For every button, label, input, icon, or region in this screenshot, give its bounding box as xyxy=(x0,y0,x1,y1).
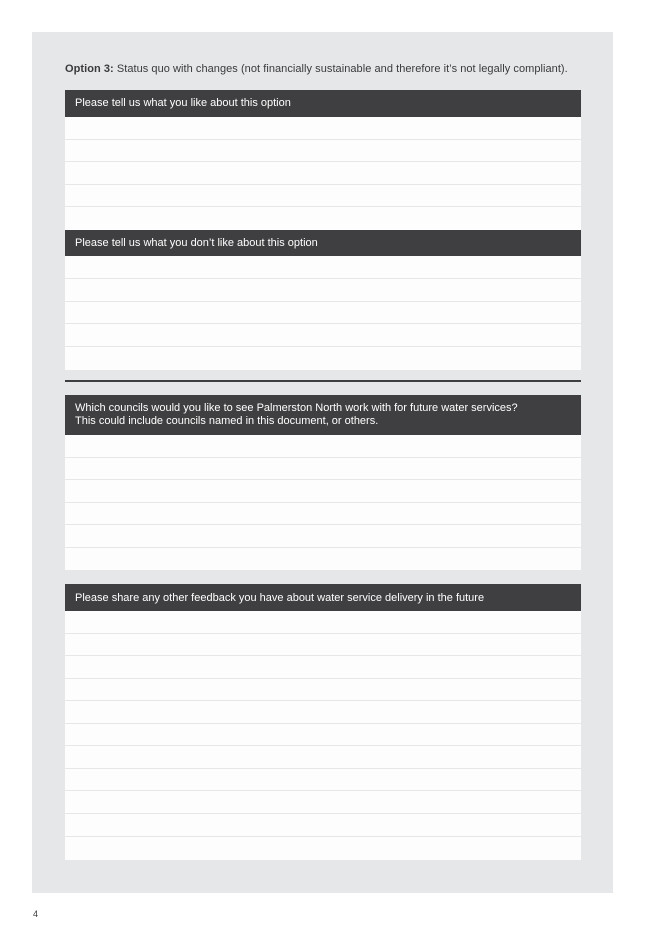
answer-box-dislikes[interactable] xyxy=(65,256,581,370)
answer-line[interactable] xyxy=(65,791,581,814)
answer-line[interactable] xyxy=(65,701,581,724)
section-header-line-1: Which councils would you like to see Palmerston North work with for future water services? xyxy=(75,402,518,414)
section-header-line-2: This could include councils named in this document, or others. xyxy=(75,415,379,427)
answer-line[interactable] xyxy=(65,837,581,860)
answer-line[interactable] xyxy=(65,679,581,701)
feedback-section-dislikes xyxy=(65,230,581,370)
answer-line[interactable] xyxy=(65,207,581,230)
answer-line[interactable] xyxy=(65,634,581,656)
answer-line[interactable] xyxy=(65,458,581,480)
answer-line[interactable] xyxy=(65,256,581,279)
answer-line[interactable] xyxy=(65,117,581,140)
answer-box-other[interactable] xyxy=(65,611,581,860)
answer-box-likes[interactable] xyxy=(65,117,581,230)
answer-line[interactable] xyxy=(65,503,581,525)
section-header xyxy=(65,584,581,611)
section-header xyxy=(65,230,581,256)
section-header-text: Please tell us what you don’t like about this option xyxy=(75,237,318,249)
answer-line[interactable] xyxy=(65,324,581,347)
answer-line[interactable] xyxy=(65,480,581,503)
answer-line[interactable] xyxy=(65,302,581,324)
answer-line[interactable] xyxy=(65,347,581,370)
answer-line[interactable] xyxy=(65,769,581,791)
answer-line[interactable] xyxy=(65,548,581,570)
answer-line[interactable] xyxy=(65,435,581,458)
option-label: Option 3: xyxy=(65,63,114,75)
feedback-section-likes xyxy=(65,90,581,230)
answer-line[interactable] xyxy=(65,140,581,162)
answer-line[interactable] xyxy=(65,814,581,837)
section-divider xyxy=(65,380,581,382)
section-header-text: Please tell us what you like about this option xyxy=(75,97,291,109)
answer-line[interactable] xyxy=(65,525,581,548)
answer-line[interactable] xyxy=(65,611,581,634)
answer-line[interactable] xyxy=(65,746,581,769)
answer-line[interactable] xyxy=(65,162,581,185)
option-description xyxy=(65,63,595,75)
answer-line[interactable] xyxy=(65,279,581,302)
section-header xyxy=(65,90,581,117)
answer-box-councils[interactable] xyxy=(65,435,581,570)
answer-line[interactable] xyxy=(65,656,581,679)
option-text: Status quo with changes (not financially sustainable and therefore it’s not legally compliant). xyxy=(113,63,568,75)
answer-line[interactable] xyxy=(65,185,581,207)
feedback-section-other xyxy=(65,584,581,860)
answer-line[interactable] xyxy=(65,724,581,746)
section-header-text: Please share any other feedback you have about water service delivery in the future xyxy=(75,592,485,604)
feedback-section-councils xyxy=(65,395,581,570)
page-number: 4 xyxy=(33,909,39,919)
section-header xyxy=(65,395,581,435)
